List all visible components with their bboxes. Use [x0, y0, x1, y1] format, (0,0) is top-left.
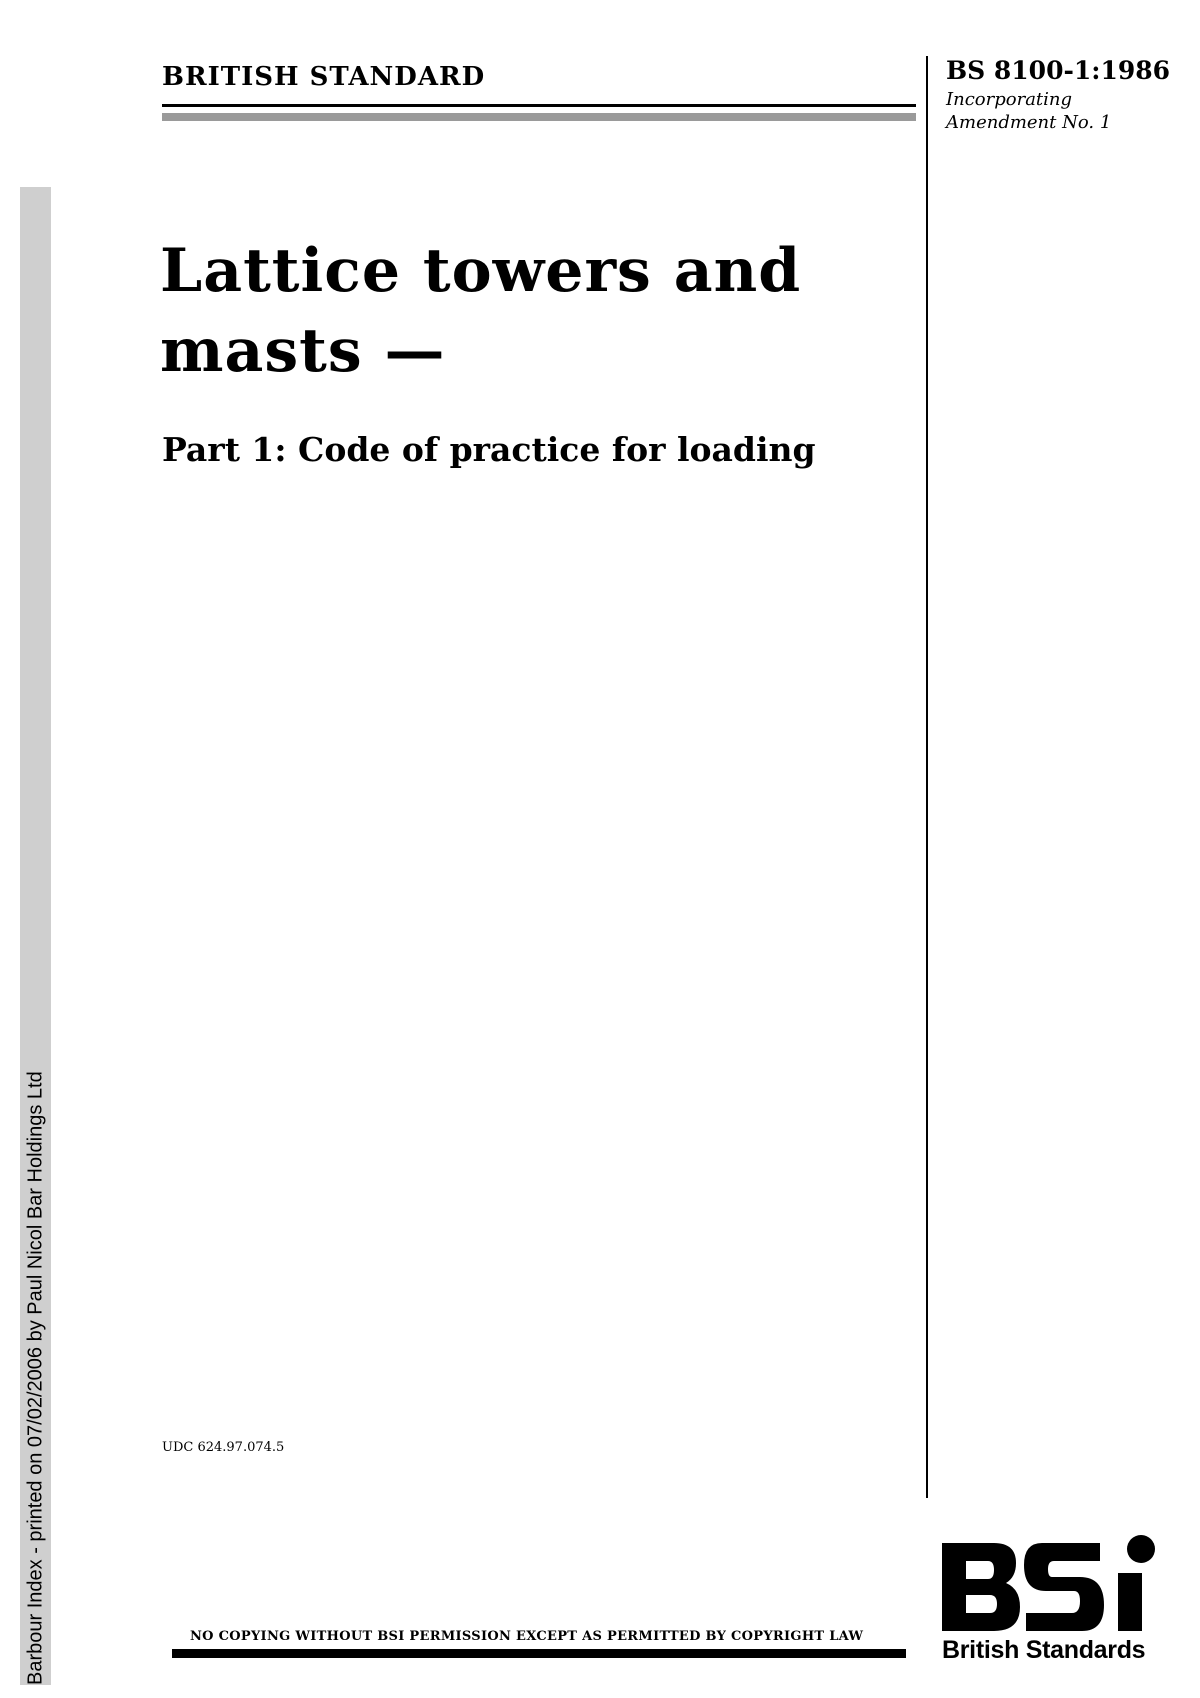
- document-type-label: BRITISH STANDARD: [162, 62, 486, 92]
- copyright-notice: NO COPYING WITHOUT BSI PERMISSION EXCEPT AS PERMITTED BY COPYRIGHT LAW: [190, 1629, 864, 1644]
- amendment-line-2: Amendment No. 1: [946, 112, 1112, 133]
- document-title-line-2: masts —: [160, 316, 446, 386]
- header-rule-black: [162, 104, 916, 107]
- header-rule-gray: [162, 113, 916, 121]
- document-subtitle: Part 1: Code of practice for loading: [162, 430, 816, 469]
- udc-code: UDC 624.97.074.5: [162, 1440, 285, 1455]
- footer-rule: [172, 1649, 906, 1658]
- print-watermark-text: Barbour Index - printed on 07/02/2006 by Paul Nicol Bar Holdings Ltd: [24, 1071, 47, 1685]
- standard-number: BS 8100-1:1986: [946, 56, 1171, 85]
- bsi-logo: [942, 1535, 1160, 1639]
- bsi-name: British Standards: [942, 1636, 1146, 1664]
- document-title-line-1: Lattice towers and: [160, 236, 802, 306]
- amendment-line-1: Incorporating: [946, 89, 1073, 110]
- vertical-divider: [926, 56, 928, 1498]
